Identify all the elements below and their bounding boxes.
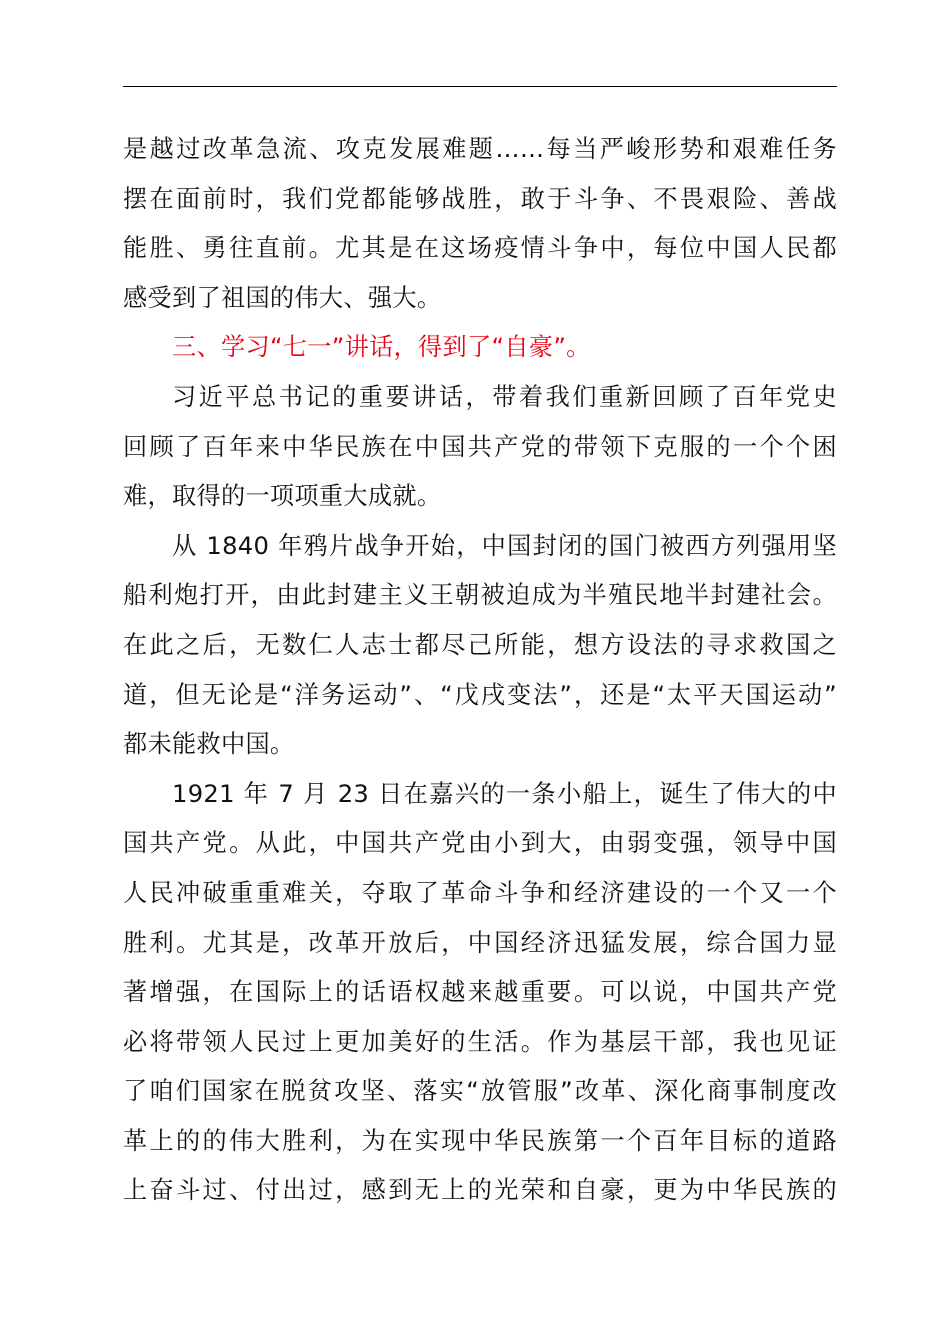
- text-line: 在此之后，无数仁人志士都尽己所能，想方设法的寻求救国之: [123, 630, 837, 659]
- text-line: 国共产党。从此，中国共产党由小到大，由弱变强，领导中国: [123, 829, 837, 858]
- header-rule: [123, 86, 837, 87]
- section-heading: 三、学习“七一”讲话，得到了“自豪”。: [172, 333, 591, 362]
- text-line: 都未能救中国。: [123, 730, 295, 759]
- text-line: 感受到了祖国的伟大、强大。: [123, 283, 442, 312]
- text-line: 上奋斗过、付出过，感到无上的光荣和自豪，更为中华民族的: [123, 1176, 837, 1205]
- document-body: [123, 125, 837, 1216]
- text-line: 革上的的伟大胜利，为在实现中华民族第一个百年目标的道路: [123, 1126, 837, 1155]
- text-line: 道，但无论是“洋务运动”、“戊戌变法”，还是“太平天国运动”: [123, 680, 837, 709]
- text-line: 回顾了百年来中华民族在中国共产党的带领下克服的一个个困: [123, 432, 837, 461]
- text-line: 胜利。尤其是，改革开放后，中国经济迅猛发展，综合国力显: [123, 928, 837, 957]
- text-line: 必将带领人民过上更加美好的生活。作为基层干部，我也见证: [123, 1027, 837, 1056]
- text-line: 摆在面前时，我们党都能够战胜，敢于斗争、不畏艰险、善战: [123, 184, 837, 213]
- text-line: 人民冲破重重难关，夺取了革命斗争和经济建设的一个又一个: [123, 878, 837, 907]
- text-line: 是越过改革急流、攻克发展难题……每当严峻形势和艰难任务: [123, 135, 837, 163]
- text-line: 1921 年 7 月 23 日在嘉兴的一条小船上，诞生了伟大的中: [172, 779, 837, 808]
- text-line: 著增强，在国际上的话语权越来越重要。可以说，中国共产党: [123, 978, 837, 1007]
- text-line: 从 1840 年鸦片战争开始，中国封闭的国门被西方列强用坚: [172, 531, 837, 560]
- text-line: 习近平总书记的重要讲话，带着我们重新回顾了百年党史: [172, 382, 837, 411]
- text-line: 能胜、勇往直前。尤其是在这场疫情斗争中，每位中国人民都: [123, 234, 837, 263]
- text-line: 难，取得的一项项重大成就。: [123, 482, 442, 511]
- text-line: 船利炮打开，由此封建主义王朝被迫成为半殖民地半封建社会。: [123, 581, 837, 610]
- text-line: 了咱们国家在脱贫攻坚、落实“放管服”改革、深化商事制度改: [123, 1077, 837, 1106]
